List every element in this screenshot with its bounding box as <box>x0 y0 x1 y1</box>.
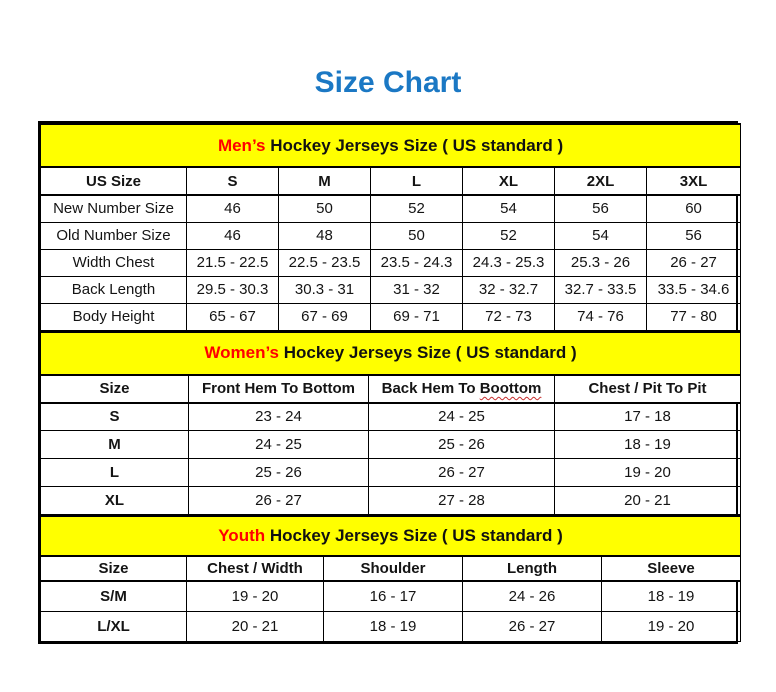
womens-banner-row <box>41 332 741 375</box>
table-row <box>41 611 741 641</box>
size-value-cell: 30.3 - 31 <box>279 276 371 303</box>
size-value-cell: 74 - 76 <box>555 303 647 330</box>
size-value-cell: 50 <box>279 195 371 222</box>
size-value-cell: 54 <box>463 195 555 222</box>
column-header: Length <box>463 556 602 581</box>
row-label: XL <box>41 487 189 515</box>
size-value-cell: 29.5 - 30.3 <box>187 276 279 303</box>
size-value-cell: 21.5 - 22.5 <box>187 249 279 276</box>
column-header: Front Hem To Bottom <box>189 375 369 403</box>
column-header: US Size <box>41 167 187 195</box>
row-label: S/M <box>41 581 187 611</box>
size-value-cell: 24 - 25 <box>189 431 369 459</box>
row-label: M <box>41 431 189 459</box>
size-value-cell: 46 <box>187 195 279 222</box>
size-value-cell: 67 - 69 <box>279 303 371 330</box>
size-value-cell: 19 - 20 <box>555 459 741 487</box>
size-value-cell: 26 - 27 <box>463 611 602 641</box>
size-value-cell: 26 - 27 <box>189 487 369 515</box>
youth-banner-accent: Youth <box>218 526 266 545</box>
size-value-cell: 25.3 - 26 <box>555 249 647 276</box>
size-value-cell: 25 - 26 <box>189 459 369 487</box>
size-value-cell: 32.7 - 33.5 <box>555 276 647 303</box>
row-label: S <box>41 403 189 431</box>
row-label: Back Length <box>41 276 187 303</box>
column-header: Back Hem To Boottom <box>369 375 555 403</box>
column-header: Sleeve <box>602 556 741 581</box>
size-value-cell: 22.5 - 23.5 <box>279 249 371 276</box>
misspelled-word: Boottom <box>479 380 542 397</box>
womens-header-row <box>41 375 741 403</box>
size-value-cell: 69 - 71 <box>371 303 463 330</box>
table-row <box>41 222 741 249</box>
size-value-cell: 24.3 - 25.3 <box>463 249 555 276</box>
size-value-cell: 46 <box>187 222 279 249</box>
size-value-cell: 54 <box>555 222 647 249</box>
column-header: 2XL <box>555 167 647 195</box>
row-label: L <box>41 459 189 487</box>
youth-header-row <box>41 556 741 581</box>
table-row <box>41 303 741 330</box>
column-header: XL <box>463 167 555 195</box>
womens-banner-accent: Women’s <box>204 343 279 362</box>
table-row <box>41 581 741 611</box>
size-value-cell: 56 <box>555 195 647 222</box>
size-value-cell: 23 - 24 <box>189 403 369 431</box>
size-value-cell: 33.5 - 34.6 <box>647 276 741 303</box>
size-value-cell: 20 - 21 <box>555 487 741 515</box>
womens-size-table <box>40 331 741 516</box>
size-value-cell: 65 - 67 <box>187 303 279 330</box>
size-tables <box>38 121 738 644</box>
column-header: Chest / Pit To Pit <box>555 375 741 403</box>
column-header: S <box>187 167 279 195</box>
youth-size-table <box>40 515 741 642</box>
size-value-cell: 23.5 - 24.3 <box>371 249 463 276</box>
size-value-cell: 52 <box>463 222 555 249</box>
row-label: L/XL <box>41 611 187 641</box>
size-value-cell: 19 - 20 <box>187 581 324 611</box>
table-row <box>41 459 741 487</box>
mens-size-table <box>40 123 741 331</box>
mens-banner-row <box>41 124 741 167</box>
size-value-cell: 31 - 32 <box>371 276 463 303</box>
column-header: Size <box>41 556 187 581</box>
size-value-cell: 72 - 73 <box>463 303 555 330</box>
size-value-cell: 26 - 27 <box>369 459 555 487</box>
size-value-cell: 24 - 26 <box>463 581 602 611</box>
row-label: Old Number Size <box>41 222 187 249</box>
size-value-cell: 18 - 19 <box>555 431 741 459</box>
size-value-cell: 27 - 28 <box>369 487 555 515</box>
row-label: Body Height <box>41 303 187 330</box>
size-value-cell: 56 <box>647 222 741 249</box>
size-value-cell: 16 - 17 <box>324 581 463 611</box>
row-label: Width Chest <box>41 249 187 276</box>
size-value-cell: 17 - 18 <box>555 403 741 431</box>
page-title: Size Chart <box>314 66 462 99</box>
size-value-cell: 52 <box>371 195 463 222</box>
size-value-cell: 25 - 26 <box>369 431 555 459</box>
table-row <box>41 249 741 276</box>
table-row <box>41 195 741 222</box>
column-header: Size <box>41 375 189 403</box>
column-header: M <box>279 167 371 195</box>
size-value-cell: 60 <box>647 195 741 222</box>
size-value-cell: 50 <box>371 222 463 249</box>
table-row <box>41 487 741 515</box>
column-header: Chest / Width <box>187 556 324 581</box>
size-value-cell: 18 - 19 <box>602 581 741 611</box>
womens-section-banner: Women’s Hockey Jerseys Size ( US standard ) <box>41 332 741 375</box>
size-value-cell: 24 - 25 <box>369 403 555 431</box>
youth-section-banner: Youth Hockey Jerseys Size ( US standard ) <box>41 516 741 556</box>
table-row <box>41 431 741 459</box>
row-label: New Number Size <box>41 195 187 222</box>
mens-banner-accent: Men’s <box>217 135 266 155</box>
size-value-cell: 77 - 80 <box>647 303 741 330</box>
youth-banner-row <box>41 516 741 556</box>
table-row <box>41 276 741 303</box>
mens-header-row <box>41 167 741 195</box>
column-header: 3XL <box>647 167 741 195</box>
column-header: L <box>371 167 463 195</box>
size-value-cell: 32 - 32.7 <box>463 276 555 303</box>
size-value-cell: 19 - 20 <box>602 611 741 641</box>
table-row <box>41 403 741 431</box>
size-value-cell: 18 - 19 <box>324 611 463 641</box>
mens-section-banner: Men’s Hockey Jerseys Size ( US standard ) <box>41 124 741 167</box>
column-header: Shoulder <box>324 556 463 581</box>
size-value-cell: 26 - 27 <box>647 249 741 276</box>
size-value-cell: 20 - 21 <box>187 611 324 641</box>
size-value-cell: 48 <box>279 222 371 249</box>
